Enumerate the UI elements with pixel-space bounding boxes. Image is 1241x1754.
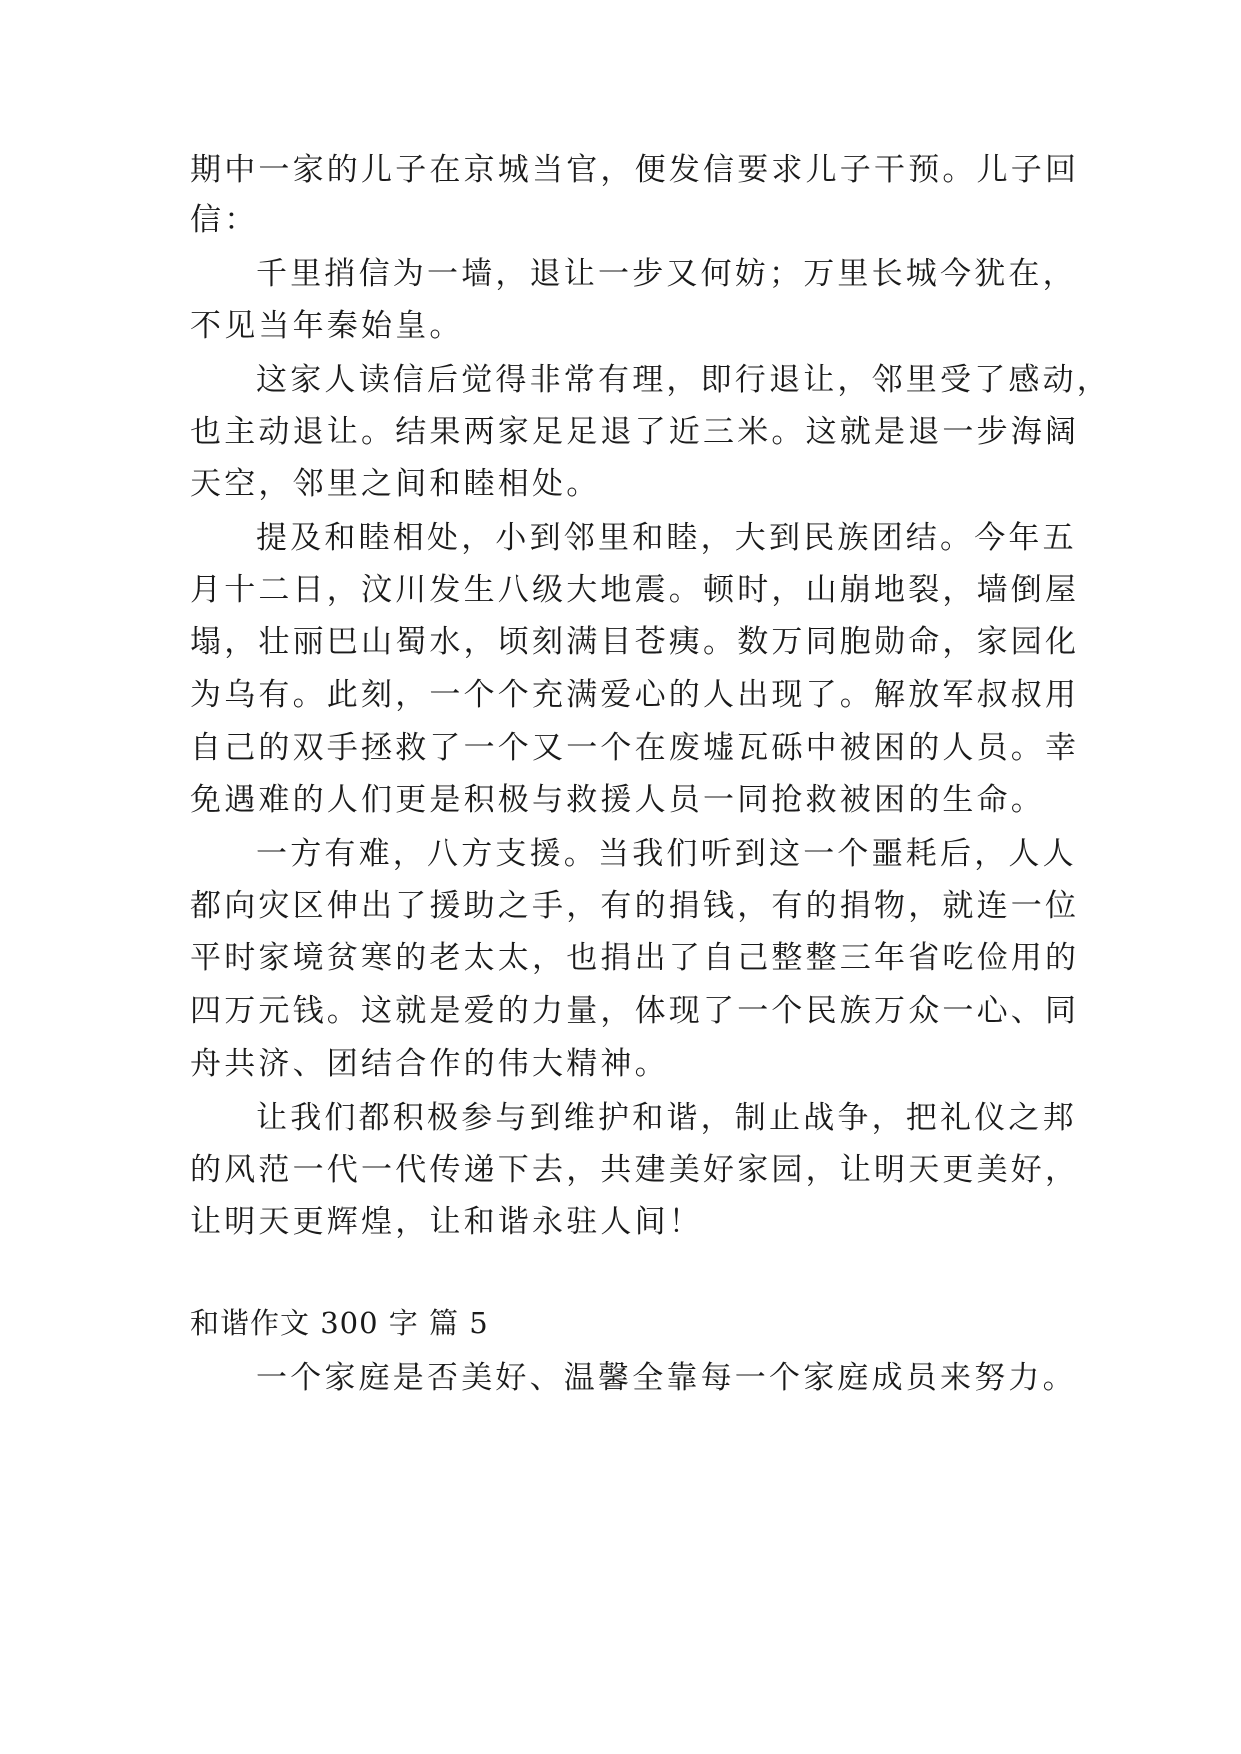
paragraph-line: 提及和睦相处，小到邻里和睦，大到民族团结。今年五 xyxy=(256,520,1077,556)
paragraph-line: 千里捎信为一墙，退让一步又何妨；万里长城今犹在， xyxy=(256,256,1077,292)
paragraph-line: 塌，壮丽巴山蜀水，顷刻满目苍痍。数万同胞勋命，家园化 xyxy=(190,624,1080,660)
paragraph-line: 为乌有。此刻，一个个充满爱心的人出现了。解放军叔叔用 xyxy=(190,677,1080,713)
paragraph-line: 自己的双手拯救了一个又一个在废墟瓦砾中被困的人员。幸 xyxy=(190,730,1080,766)
paragraph-line: 不见当年秦始皇。 xyxy=(190,308,464,344)
section-heading: 和谐作文 300 字 篇 5 xyxy=(190,1306,489,1340)
paragraph-line: 月十二日，汶川发生八级大地震。顿时，山崩地裂，墙倒屋 xyxy=(190,572,1080,608)
paragraph-line: 都向灾区伸出了援助之手，有的捐钱，有的捐物，就连一位 xyxy=(190,888,1080,924)
paragraph-line: 一个家庭是否美好、温馨全靠每一个家庭成员来努力。 xyxy=(256,1360,1077,1396)
paragraph-line: 舟共济、团结合作的伟大精神。 xyxy=(190,1046,669,1082)
paragraph-line: 一方有难，八方支援。当我们听到这一个噩耗后，人人 xyxy=(256,836,1077,872)
paragraph-line: 免遇难的人们更是积极与救援人员一同抢救被困的生命。 xyxy=(190,782,1045,818)
paragraph-line: 四万元钱。这就是爱的力量，体现了一个民族万众一心、同 xyxy=(190,993,1080,1029)
paragraph-line: 让我们都积极参与到维护和谐，制止战争，把礼仪之邦 xyxy=(256,1100,1077,1136)
paragraph-line: 这家人读信后觉得非常有理，即行退让，邻里受了感动， xyxy=(256,362,1111,398)
paragraph-line: 也主动退让。结果两家足足退了近三米。这就是退一步海阔 xyxy=(190,414,1080,450)
paragraph-line: 信： xyxy=(190,202,259,238)
paragraph-line: 期中一家的儿子在京城当官，便发信要求儿子干预。儿子回 xyxy=(190,152,1080,188)
paragraph-line: 平时家境贫寒的老太太，也捐出了自己整整三年省吃俭用的 xyxy=(190,940,1080,976)
paragraph-line: 天空，邻里之间和睦相处。 xyxy=(190,466,601,502)
paragraph-line: 的风范一代一代传递下去，共建美好家园，让明天更美好， xyxy=(190,1152,1080,1188)
paragraph-line: 让明天更辉煌，让和谐永驻人间！ xyxy=(190,1204,703,1240)
